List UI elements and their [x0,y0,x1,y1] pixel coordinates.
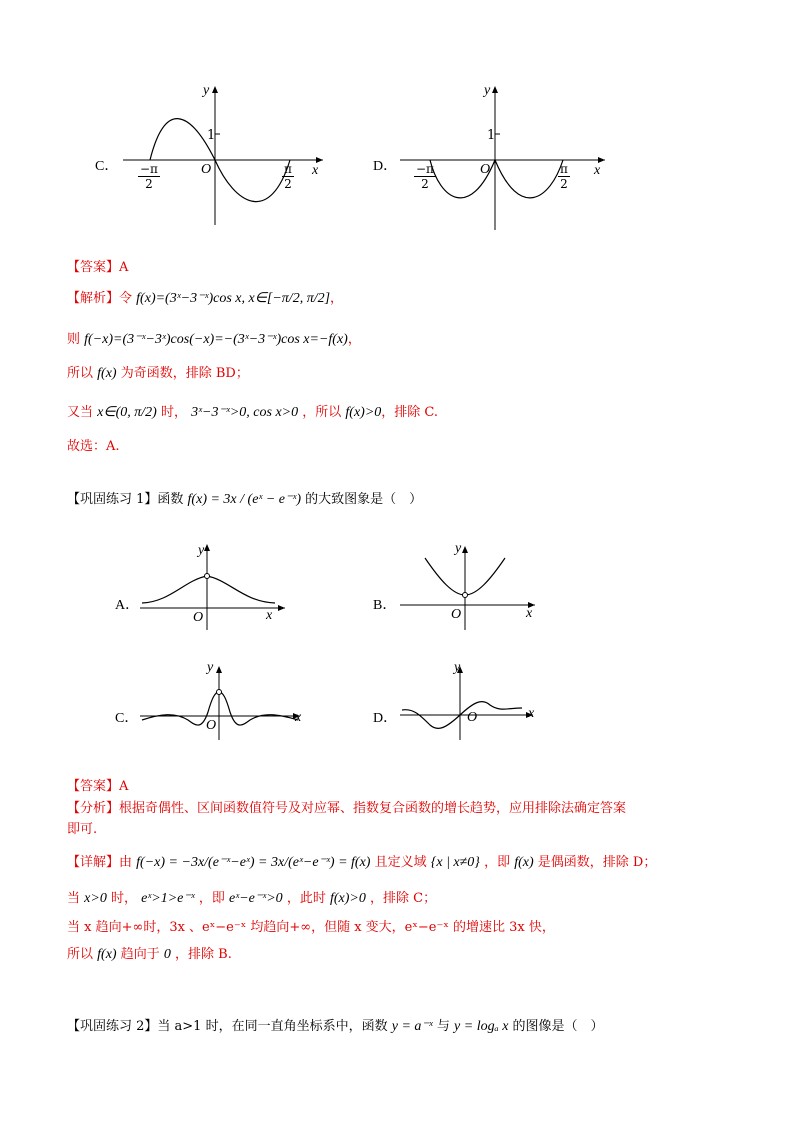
detail-l2-m3: eˣ−e⁻ˣ>0 [229,891,283,906]
detail-l1-mid2: ，即 [484,855,511,870]
graph-d-ex-y-label: y [454,660,461,675]
exercise-option-d: D． [373,711,398,726]
detail-l2-post: ，排除 C； [369,891,437,906]
analysis-l4-formula-2: 3ˣ−3⁻ˣ>0, cos x>0 [191,405,299,420]
analysis-l3-pre: 所以 [67,366,94,381]
answer-2-value: A [119,779,129,794]
graph-c-ex-y-label: y [207,660,214,675]
exercise-1-tail: 的大致图象是（ ） [305,492,423,507]
detail-l1-fx: f(x) [514,855,534,870]
exercise-2-tail: 的图像是（ ） [512,1019,604,1034]
graph-c-neg-pi-half: $\frac{-\pi}{2}$ [140,162,158,191]
graph-a-origin: O [193,610,204,625]
graph-d-one-label: 1 [487,128,496,143]
option-d-label: D． [373,159,398,174]
analysis-l4-mid2: ，所以 [302,405,342,420]
exercise-1-formula: f(x) = 3x / (eˣ − e⁻ˣ) [187,492,302,507]
graph-a-x-label: x [266,608,273,623]
graph-d-x-label: x [594,163,601,178]
exercise-2-func-1: y = a⁻ˣ [391,1019,433,1034]
graph-a-y-label: y [198,543,205,558]
graph-d-ex-x-label: x [528,706,535,721]
detail-line-1 [67,853,656,873]
graph-c-exercise [140,660,305,740]
detail-l4-mid: 趋向于 [120,947,160,962]
graph-c-one-label: 1 [207,128,216,143]
analysis-l4-post: ，排除 C. [381,405,439,420]
graph-b-x-label: x [526,606,533,621]
graph-d-exercise [398,660,538,740]
graph-c [95,80,335,225]
exercise-option-a: A． [115,598,140,613]
graph-c-y-label: y [203,83,210,98]
detail-tag: 【详解】 [67,855,120,870]
exercise-1-tag: 【巩固练习 1】函数 [67,492,184,507]
detail-l4-pre: 所以 [67,947,94,962]
detail-l2-m4: f(x)>0 [329,891,366,906]
detail-l2-mid2: ，即 [198,891,225,906]
graph-d-pi-half: $\frac{\pi}{2}$ [560,162,568,191]
graph-d-origin-label: O [480,162,491,177]
detail-l3: 当 x 趋向+∞时，3x 、eˣ−e⁻ˣ 均趋向+∞，但随 x 变大，eˣ−e⁻ˣ 的增速比 3x 快， [67,920,555,935]
graph-c-pi-half: $\frac{\pi}{2}$ [284,162,292,191]
graph-d-neg-pi-half: $\frac{-\pi}{2}$ [416,162,434,191]
analysis-l4-pre: 又当 [67,405,94,420]
answer-2-line [67,777,128,797]
detail-l1-pre: 由 [119,855,133,870]
graph-d-ex-origin: O [467,710,478,725]
fenxi-line-1 [67,799,626,819]
answer-2-tag: 【答案】 [67,779,120,794]
analysis-line-1 [67,289,343,309]
detail-l2-mid3: ，此时 [286,891,326,906]
analysis-l4-formula-1: x∈(0, π/2) [97,405,157,420]
analysis-l1-pre: 令 [119,291,133,306]
answer-value: A [119,260,129,275]
analysis-line-5 [67,437,120,457]
detail-line-4 [67,945,232,965]
analysis-l2-pre: 则 [67,332,81,347]
analysis-l4-formula-3: f(x)>0 [345,405,382,420]
detail-l4-post: ，排除 B. [175,947,232,962]
graph-c-ex-origin: O [206,718,217,733]
detail-l1-post: 是偶函数，排除 D； [537,855,657,870]
detail-l1-mid: 且定义域 [374,855,427,870]
fenxi-tag: 【分析】 [67,801,120,816]
detail-line-3 [67,918,555,938]
analysis-tag: 【解析】 [67,291,120,306]
exercise-2-tag: 【巩固练习 2】当 a>1 时，在同一直角坐标系中，函数 [67,1019,388,1034]
analysis-l5: 故选：A. [67,439,120,454]
analysis-l1-post: ， [330,291,344,306]
analysis-l2-formula: f(−x)=(3⁻ˣ−3ˣ)cos(−x)=−(3ˣ−3⁻ˣ)cos x=−f(x) [84,332,348,347]
exercise-2-func-2: y = logₐ x [454,1019,509,1034]
fenxi-text-1: 根据奇偶性、区间函数值符号及对应幂、指数复合函数的增长趋势，应用排除法确定答案 [119,801,627,816]
detail-l2-mid: 时， [110,891,137,906]
fenxi-line-2 [67,820,97,840]
detail-l2-m1: x>0 [84,891,107,906]
detail-l2-m2: eˣ>1>e⁻ˣ [141,891,195,906]
exercise-2-question [67,1017,604,1037]
graph-b-y-label: y [455,541,462,556]
exercise-1-question [67,490,422,510]
analysis-l3-post: 为奇函数，排除 BD； [120,366,249,381]
analysis-line-4 [67,403,438,423]
exercise-2-mid: 与 [436,1019,450,1034]
analysis-l2-post: ， [347,332,361,347]
graph-d [395,80,615,230]
analysis-l1-formula: f(x)=(3ˣ−3⁻ˣ)cos x, x∈[−π/2, π/2] [136,291,331,306]
detail-l4-fx: f(x) [97,947,117,962]
answer-tag: 【答案】 [67,260,120,275]
graph-c-origin-label: O [201,162,212,177]
detail-l2-pre: 当 [67,891,81,906]
analysis-l3-formula: f(x) [97,366,117,381]
analysis-line-2 [67,330,361,350]
detail-l4-zero: 0 [163,947,171,962]
graph-d-y-label: y [484,83,491,98]
detail-line-2 [67,889,436,909]
exercise-option-b: B． [373,598,397,613]
detail-l1-domain: {x | x≠0} [430,855,480,870]
fenxi-text-2: 即可. [67,822,98,837]
graph-c-ex-x-label: x [295,710,302,725]
graph-b [395,540,540,630]
graph-b-origin: O [451,607,462,622]
graph-c-x-label: x [312,163,319,178]
analysis-l4-mid: 时， [160,405,187,420]
analysis-line-3 [67,364,249,384]
answer-line [67,258,128,278]
option-c-label: C． [95,159,119,174]
detail-l1-formula: f(−x) = −3x/(e⁻ˣ−eˣ) = 3x/(eˣ−e⁻ˣ) = f(x) [136,855,371,870]
exercise-option-c: C． [115,711,139,726]
